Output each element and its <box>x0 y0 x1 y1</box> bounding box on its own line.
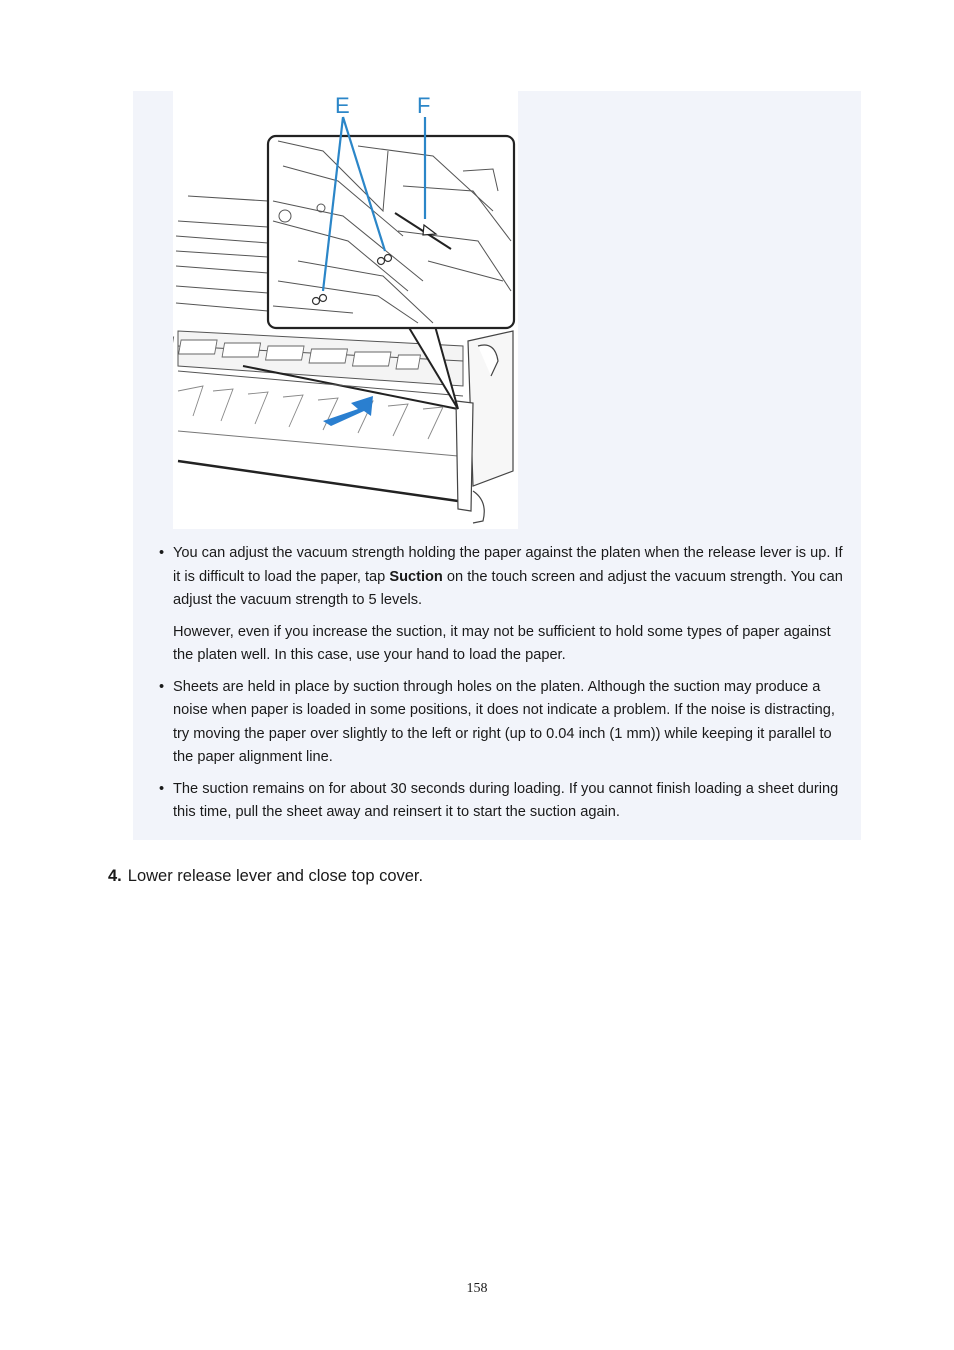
step-4 <box>108 864 423 888</box>
note-paragraph: The suction remains on for about 30 seconds during loading. If you cannot finish loading a sheet during this time, pull the sheet away and reinsert it to start the suction again. <box>173 780 839 820</box>
callout-zoom-box <box>268 136 514 328</box>
platen-suction-diagram <box>173 91 518 529</box>
note-item-suction-noise <box>159 676 849 770</box>
note-item-vacuum-strength <box>159 542 849 668</box>
note-paragraph: You can adjust the vacuum strength holding the paper against the platen when the release lever is up. If it is difficult to load the paper, tap Suction on the touch screen and adjust the vacuum strength. You can adjust the vacuum strength to 5 levels. <box>173 545 843 608</box>
bullet-icon: • <box>159 545 165 561</box>
printer-illustration <box>173 91 518 529</box>
note-item-suction-duration <box>159 778 849 825</box>
release-lever <box>456 331 513 523</box>
notes-list <box>159 542 849 833</box>
callout-label-f: F <box>417 93 431 118</box>
note-paragraph: Sheets are held in place by suction through holes on the platen. Although the suction may produce a noise when paper is loaded in some positions, it does not indicate a problem. If the noise is distracting, try moving the paper over slightly to the left or right (up to 0.04 inch (1 mm)) while keeping it parallel to the paper alignment line. <box>173 678 835 765</box>
step-text: Lower release lever and close top cover. <box>127 867 424 885</box>
bullet-icon: • <box>159 678 165 695</box>
suction-term: Suction <box>389 568 443 585</box>
page-number: 158 <box>466 1281 488 1296</box>
step-number: 4. <box>108 867 122 885</box>
callout-label-e: E <box>335 93 350 118</box>
note-paragraph: However, even if you increase the suction, it may not be sufficient to hold some types of paper against the platen well. In this case, use your hand to load the paper. <box>173 623 831 663</box>
feed-arrow-icon <box>323 396 373 426</box>
paper-lines <box>176 196 268 311</box>
bullet-icon: • <box>159 780 165 797</box>
platen-slats <box>178 386 443 439</box>
